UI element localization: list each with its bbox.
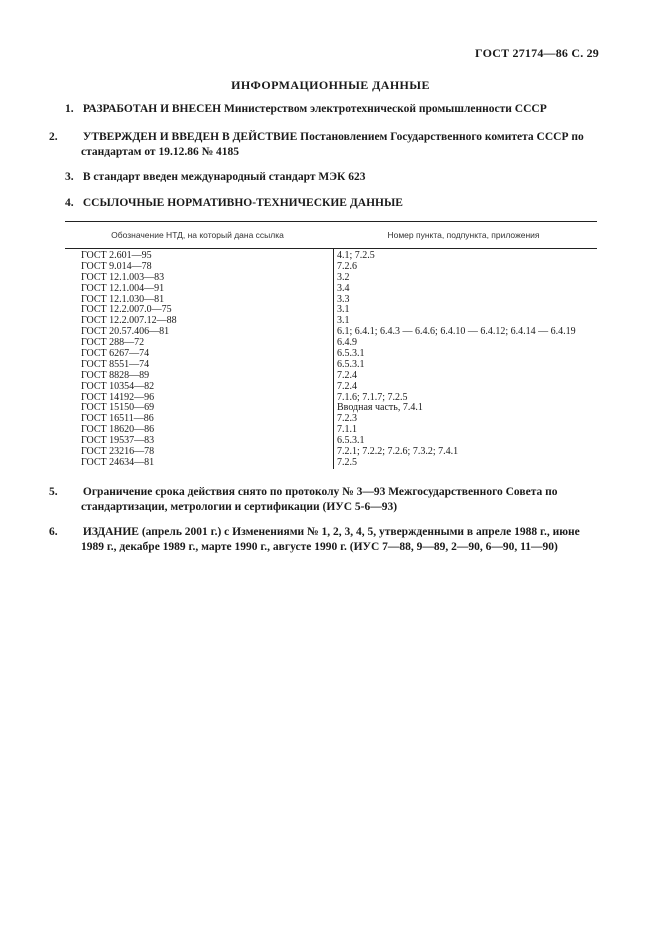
table-cell-clause: 6.5.3.1	[337, 435, 365, 447]
item-text: Ограничение срока действия снято по протоколу № 3—93 Межгосударственного Совета по стандартизации, метрологии и сертификации (ИУС 5-6—93)	[81, 486, 558, 513]
table-header-designation: Обозначение НТД, на который дана ссылка	[111, 229, 284, 240]
table-cell-clause: 6.5.3.1	[337, 358, 365, 370]
table-cell-designation: ГОСТ 19537—83	[81, 435, 155, 447]
table-cell-designation: ГОСТ 12.1.030—81	[81, 293, 165, 305]
item-number: 5.	[49, 486, 58, 498]
item-number: 2.	[49, 131, 58, 143]
item-text: ИЗДАНИЕ (апрель 2001 г.) с Изменениями № 1, 2, 3, 4, 5, утвержденными в апреле 1988 г., июне 1989 г., декабре 1989 г., марте 1990 г., августе 1990 г. (ИУС 7—88, 9—89, 2—90, 6—90, 11—90)	[81, 526, 580, 553]
table-cell-designation: ГОСТ 288—72	[81, 337, 145, 349]
page-header: ГОСТ 27174—86 С. 29	[475, 46, 599, 60]
table-cell-clause: 6.4.9	[337, 337, 357, 349]
table-cell-designation: ГОСТ 8551—74	[81, 358, 150, 370]
table-cell-clause: 7.1.6; 7.1.7; 7.2.5	[337, 391, 408, 403]
table-cell-clause: 3.2	[337, 271, 350, 283]
info-item-6	[49, 525, 605, 555]
reference-table	[65, 221, 597, 469]
table-cell-clause: 6.5.3.1	[337, 348, 365, 360]
table-header-clause: Номер пункта, подпункта, приложения	[387, 229, 540, 240]
item-text: РАЗРАБОТАН И ВНЕСЕН Министерством электротехнической промышленности СССР	[82, 103, 547, 115]
table-cell-clause: 3.1	[337, 304, 350, 316]
info-item-2	[49, 130, 605, 160]
table-cell-designation: ГОСТ 8828—89	[81, 369, 150, 381]
table-cell-clause: 7.2.1; 7.2.2; 7.2.6; 7.3.2; 7.4.1	[337, 446, 459, 458]
table-cell-clause: 7.2.4	[337, 380, 357, 392]
table-cell-clause: 6.1; 6.4.1; 6.4.3 — 6.4.6; 6.4.10 — 6.4.12; 6.4.14 — 6.4.19	[337, 326, 576, 338]
item-number: 4.	[65, 197, 74, 209]
table-cell-clause: 3.1	[337, 315, 350, 327]
table-cell-designation: ГОСТ 12.2.007.0—75	[81, 304, 172, 316]
table-cell-clause: 7.2.3	[337, 413, 357, 425]
table-cell-clause: 3.4	[337, 282, 350, 294]
item-number: 1.	[65, 103, 74, 115]
table-cell-designation: ГОСТ 9.014—78	[81, 260, 152, 272]
table-column-designation	[65, 249, 333, 469]
table-cell-clause: 7.2.4	[337, 369, 357, 381]
table-cell-clause: Вводная часть, 7.4.1	[337, 402, 423, 414]
info-item-4	[65, 196, 605, 211]
table-cell-clause: 7.2.6	[337, 260, 357, 272]
info-item-3	[65, 170, 605, 185]
table-header	[65, 222, 597, 248]
table-cell-clause: 7.1.1	[337, 424, 357, 436]
table-cell-clause: 7.2.5	[337, 456, 357, 468]
table-cell-clause: 4.1; 7.2.5	[337, 250, 375, 261]
item-number: 3.	[65, 171, 74, 183]
table-cell-designation: ГОСТ 2.601—95	[81, 250, 152, 261]
item-number: 6.	[49, 526, 58, 538]
table-body	[65, 249, 597, 469]
section-title: ИНФОРМАЦИОННЫЕ ДАННЫЕ	[231, 78, 430, 92]
table-cell-designation: ГОСТ 12.2.007.12—88	[81, 315, 177, 327]
table-cell-designation: ГОСТ 15150—69	[81, 402, 155, 414]
item-text: В стандарт введен международный стандарт МЭК 623	[82, 171, 366, 183]
table-cell-designation: ГОСТ 23216—78	[81, 446, 155, 458]
table-cell-designation: ГОСТ 10354—82	[81, 380, 155, 392]
item-text: ССЫЛОЧНЫЕ НОРМАТИВНО-ТЕХНИЧЕСКИЕ ДАННЫЕ	[82, 197, 403, 209]
table-cell-designation: ГОСТ 6267—74	[81, 348, 150, 360]
table-cell-designation: ГОСТ 14192—96	[81, 391, 155, 403]
info-item-1	[65, 102, 605, 117]
table-column-clause	[333, 249, 597, 469]
table-cell-designation: ГОСТ 24634—81	[81, 456, 155, 468]
table-cell-clause: 3.3	[337, 293, 350, 305]
info-item-5	[49, 485, 605, 515]
table-cell-designation: ГОСТ 16511—86	[81, 413, 154, 425]
table-cell-designation: ГОСТ 20.57.406—81	[81, 326, 170, 338]
table-cell-designation: ГОСТ 12.1.003—83	[81, 271, 165, 283]
table-cell-designation: ГОСТ 12.1.004—91	[81, 282, 165, 294]
table-cell-designation: ГОСТ 18620—86	[81, 424, 155, 436]
item-text: УТВЕРЖДЕН И ВВЕДЕН В ДЕЙСТВИЕ Постановлением Государственного комитета СССР по стандартам от 19.12.86 № 4185	[81, 131, 584, 158]
